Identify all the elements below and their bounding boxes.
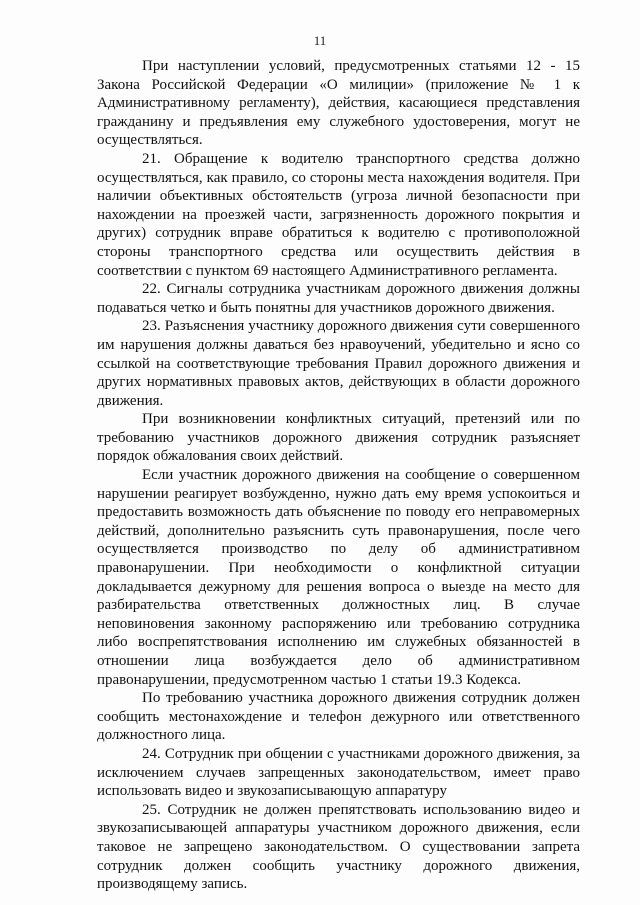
paragraph-item-23: 23. Разъяснения участнику дорожного движения сути совершенного им нарушения должны даваться без нравоучений, убедительно и ясно со ссылкой на соответствующие требования Правил дорожного движения и других нормативных правовых актов, действующих в области дорожного движения. xyxy=(97,318,580,409)
document-body xyxy=(97,57,580,894)
paragraph-item-21: 21. Обращение к водителю транспортного средства должно осуществляться, как правило, со стороны места нахождения водителя. При наличии объективных обстоятельств (угроза личной безопасности при нахождении на проезжей части, загрязненность дорожного покрытия и других) сотрудник вправе обратиться к водителю с противоположной стороны транспортного средства или осуществить действия в соответствии с пунктом 69 настоящего Административного регламента. xyxy=(97,150,580,279)
page-number: 11 xyxy=(313,33,327,48)
paragraph-conflict-situations: При возникновении конфликтных ситуаций, претензий или по требованию участников дорожного движения сотрудник разъясняет порядок обжалования своих действий. xyxy=(97,411,580,465)
paragraph-duty-officer-contact: По требованию участника дорожного движения сотрудник должен сообщить местонахождение и телефон дежурного или ответственного должностного лица. xyxy=(97,690,580,744)
paragraph-excited-participant: Если участник дорожного движения на сообщение о совершенном нарушении реагирует возбужденно, нужно дать ему время успокоиться и предоставить возможность дать объяснение по поводу его неправомерных действий, дополнительно разъяснить суть правонарушения, после чего осуществляется производство по делу об административном правонарушении. При необходимости о конфликтной ситуации докладывается дежурному для решения вопроса о выезде на место для разбирательства ответственных должностных лиц. В случае неповиновения законному распоряжению или требованию сотрудника либо воспрепятствования исполнению им служебных обязанностей в отношении лица возбуждается дело об административном правонарушении, предусмотренном частью 1 статьи 19.3 Кодекса. xyxy=(97,467,580,688)
paragraph-item-24: 24. Сотрудник при общении с участниками дорожного движения, за исключением случаев запрещенных законодательством, имеет право использовать видео и звукозаписывающую аппаратуру xyxy=(97,745,580,800)
paragraph-intro-conditions: При наступлении условий, предусмотренных статьями 12 - 15 Закона Российской Федерации «О милиции» (приложение № 1 к Административному регламенту), действия, касающиеся представления гражданину и предъявления ему служебного удостоверения, могут не осуществляться. xyxy=(97,58,580,149)
paragraph-item-25: 25. Сотрудник не должен препятствовать использованию видео и звукозаписывающей аппаратуры участником дорожного движения, если таковое не запрещено законодательством. О существовании запрета сотрудник должен сообщить участнику дорожного движения, производящему запись. xyxy=(97,801,580,893)
paragraph-item-22: 22. Сигналы сотрудника участникам дорожного движения должны подаваться четко и быть понятны для участников дорожного движения. xyxy=(97,281,580,316)
